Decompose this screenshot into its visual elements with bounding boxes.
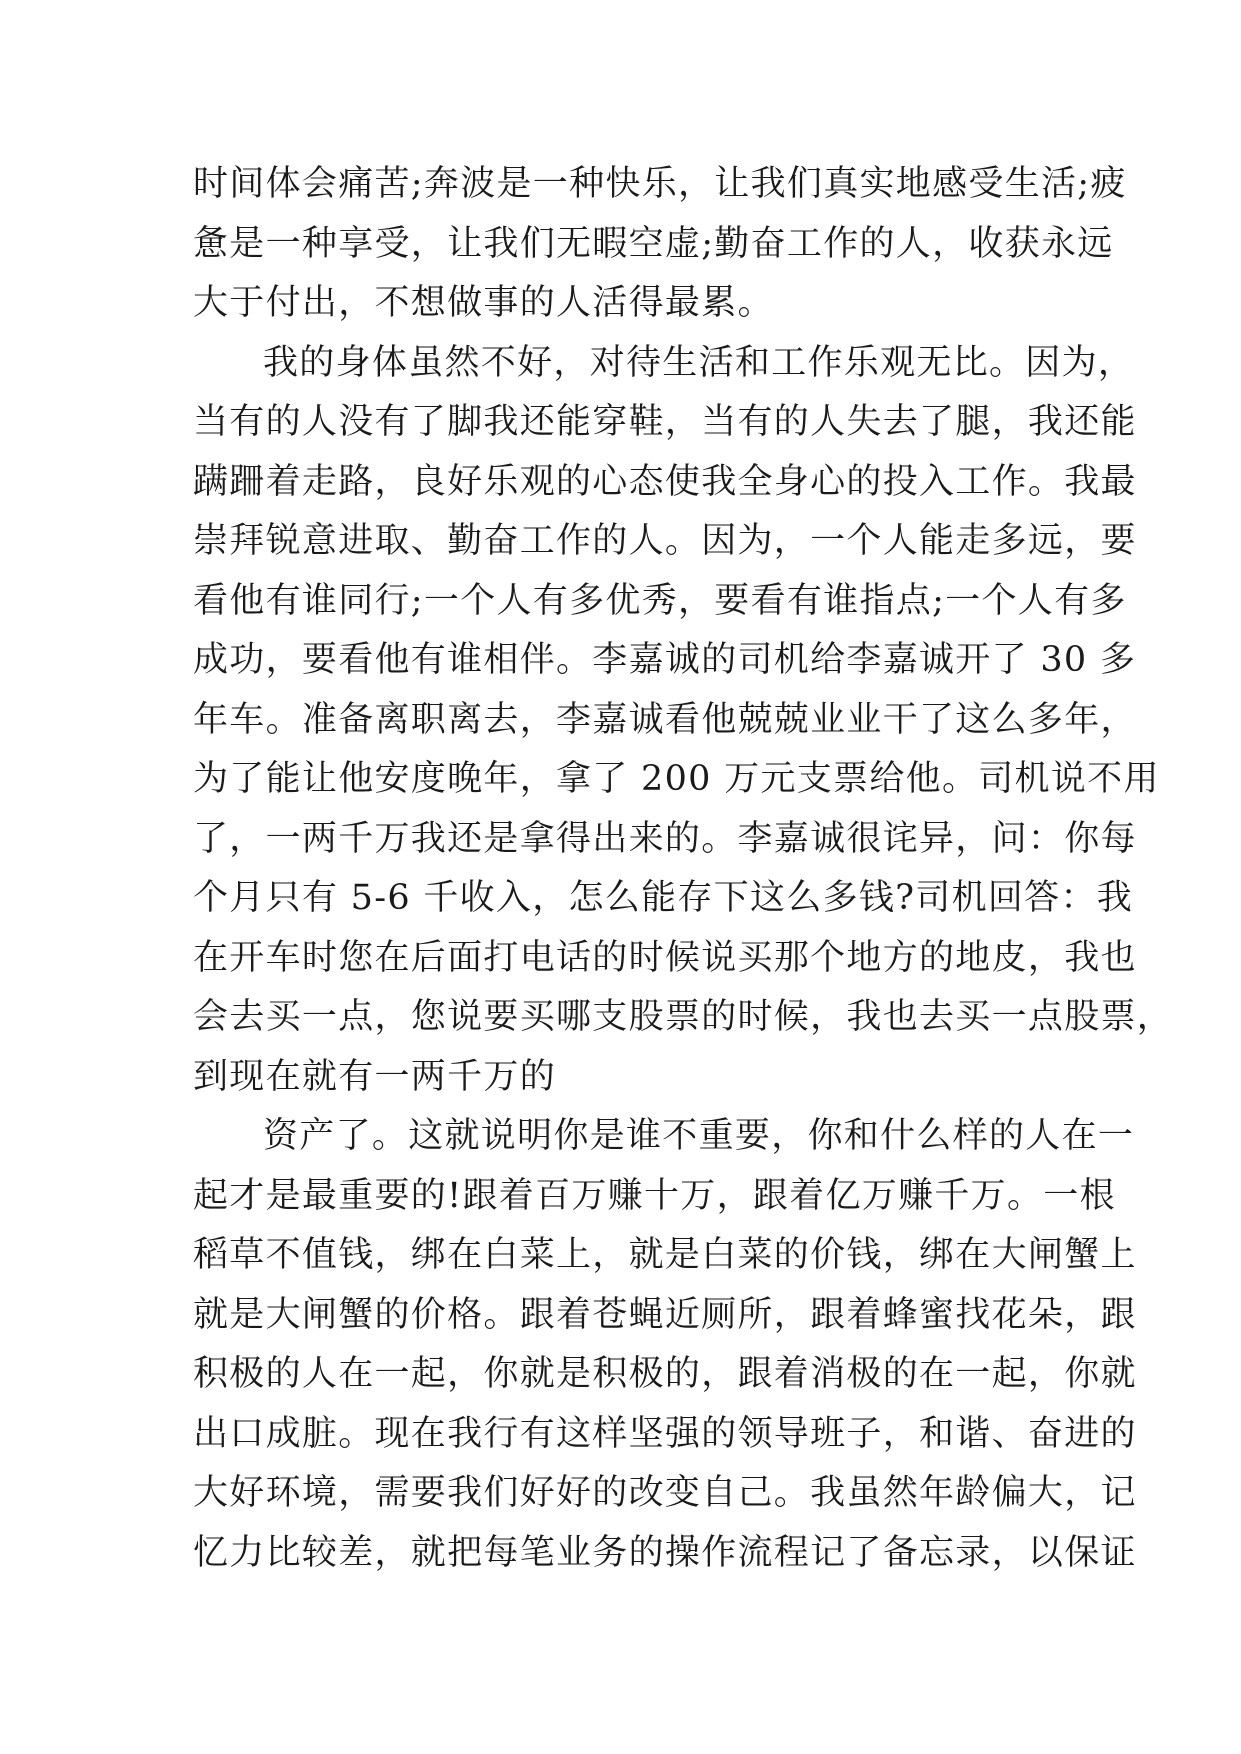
- text-line: 成功，要看他有谁相伴。李嘉诚的司机给李嘉诚开了 30 多: [193, 640, 1137, 680]
- text-line: 时间体会痛苦;奔波是一种快乐，让我们真实地感受生活;疲: [193, 164, 1127, 204]
- text-line: 会去买一点，您说要买哪支股票的时候，我也去买一点股票，: [193, 997, 1174, 1037]
- text-line: 就是大闸蟹的价格。跟着苍蝇近厕所，跟着蜂蜜找花朵，跟: [193, 1294, 1137, 1335]
- text-line: 看他有谁同行;一个人有多优秀，要看有谁指点;一个人有多: [193, 580, 1127, 621]
- text-line: 为了能让他安度晚年，拿了 200 万元支票给他。司机说不用: [193, 759, 1160, 799]
- text-line: 崇拜锐意进取、勤奋工作的人。因为，一个人能走多远，要: [193, 521, 1137, 561]
- text-line: 起才是最重要的!跟着百万赚十万，跟着亿万赚千万。一根: [193, 1175, 1116, 1216]
- paragraph-start-line: 我的身体虽然不好，对待生活和工作乐观无比。因为，: [263, 342, 1135, 383]
- text-line: 大好环境，需要我们好好的改变自己。我虽然年龄偏大，记: [193, 1473, 1137, 1513]
- text-line: 大于付出，不想做事的人活得最累。: [193, 283, 774, 323]
- document-body: [193, 155, 1174, 1583]
- text-line: 在开车时您在后面打电话的时候说买那个地方的地皮，我也: [193, 937, 1137, 978]
- text-line: 出口成脏。现在我行有这样坚强的领导班子，和谐、奋进的: [193, 1413, 1137, 1454]
- text-line: 积极的人在一起，你就是积极的，跟着消极的在一起，你就: [193, 1354, 1137, 1394]
- text-line: 惫是一种享受，让我们无暇空虚;勤奋工作的人，收获永远: [193, 223, 1114, 264]
- text-line: 忆力比较差，就把每笔业务的操作流程记了备忘录，以保证: [193, 1532, 1137, 1573]
- text-line: 当有的人没有了脚我还能穿鞋，当有的人失去了腿，我还能: [193, 402, 1137, 442]
- text-line: 年车。准备离职离去，李嘉诚看他兢兢业业干了这么多年，: [193, 699, 1137, 740]
- text-line: 个月只有 5-6 千收入，怎么能存下这么多钱?司机回答：我: [193, 878, 1134, 918]
- text-line: 了，一两千万我还是拿得出来的。李嘉诚很诧异，问：你每: [193, 818, 1137, 859]
- text-line: 到现在就有一两千万的: [193, 1056, 557, 1097]
- paragraph-start-line: 资产了。这就说明你是谁不重要，你和什么样的人在一: [263, 1116, 1135, 1156]
- text-line: 蹒跚着走路，良好乐观的心态使我全身心的投入工作。我最: [193, 461, 1137, 502]
- text-line: 稻草不值钱，绑在白菜上，就是白菜的价钱，绑在大闸蟹上: [193, 1235, 1137, 1275]
